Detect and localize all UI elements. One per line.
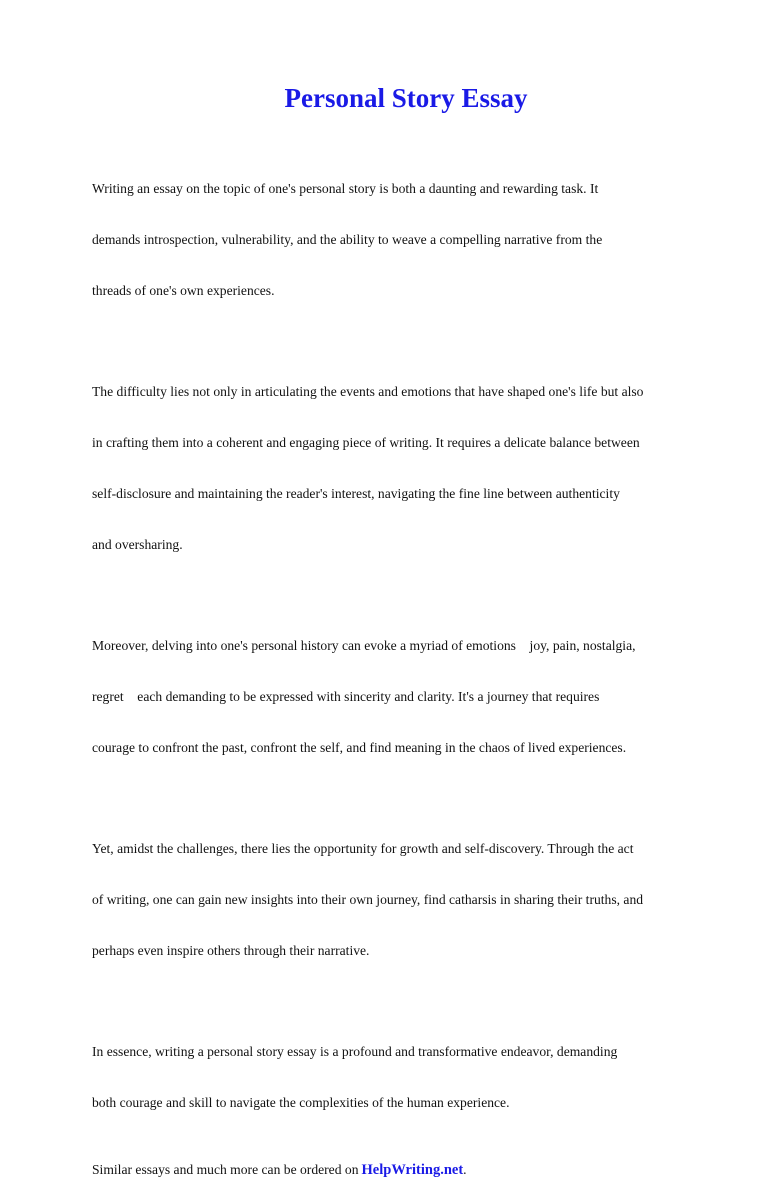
paragraph-line: both courage and skill to navigate the complexities of the human experience. xyxy=(92,1095,510,1110)
paragraph-line: The difficulty lies not only in articulating the events and emotions that have shaped one's life but also xyxy=(92,384,644,399)
essay-body xyxy=(92,146,732,1195)
paragraph-line: courage to confront the past, confront the self, and find meaning in the chaos of lived experiences. xyxy=(92,740,627,755)
paragraph-line: demands introspection, vulnerability, and the ability to weave a compelling narrative from the xyxy=(92,232,603,247)
paragraph-line: Writing an essay on the topic of one's personal story is both a daunting and rewarding task. It xyxy=(92,181,599,196)
paragraph-line: and oversharing. xyxy=(92,537,183,552)
footer-line xyxy=(92,1161,732,1179)
paragraph-line: self-disclosure and maintaining the reader's interest, navigating the fine line between authenticity xyxy=(92,486,620,501)
paragraph-line: In essence, writing a personal story essay is a profound and transformative endeavor, demanding xyxy=(92,1044,618,1059)
paragraph-1 xyxy=(92,146,732,333)
footer-suffix: . xyxy=(463,1162,467,1177)
paragraph-4 xyxy=(92,806,732,993)
helpwriting-link[interactable]: HelpWriting.net xyxy=(361,1162,464,1178)
paragraph-line: in crafting them into a coherent and engaging piece of writing. It requires a delicate balance between xyxy=(92,435,640,450)
paragraph-line: Moreover, delving into one's personal history can evoke a myriad of emotions joy, pain, nostalgia, xyxy=(92,638,636,653)
paragraph-line: of writing, one can gain new insights into their own journey, find catharsis in sharing their truths, and xyxy=(92,892,644,907)
paragraph-line: Yet, amidst the challenges, there lies the opportunity for growth and self-discovery. Through the act xyxy=(92,841,634,856)
paragraph-line: regret each demanding to be expressed with sincerity and clarity. It's a journey that requires xyxy=(92,689,600,704)
paragraph-line: perhaps even inspire others through their narrative. xyxy=(92,943,370,958)
paragraph-3 xyxy=(92,603,732,790)
page-title: Personal Story Essay xyxy=(284,83,528,113)
paragraph-5 xyxy=(92,1009,732,1145)
paragraph-line: threads of one's own experiences. xyxy=(92,283,275,298)
footer-text: Similar essays and much more can be ordered on xyxy=(92,1162,359,1177)
paragraph-2 xyxy=(92,349,732,587)
